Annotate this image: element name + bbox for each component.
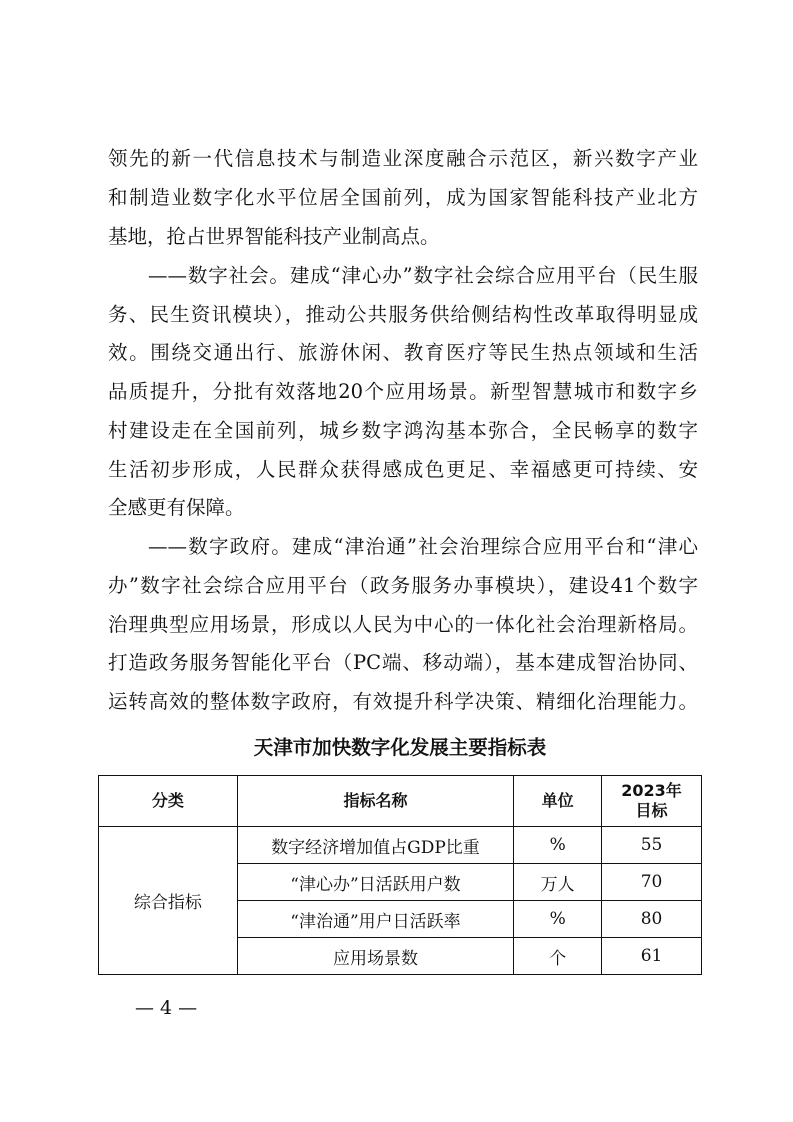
paragraph-line: 品质提升，分批有效落地20个应用场景。新型智慧城市和数字乡 (108, 380, 698, 403)
header-target-label: 目标 (635, 801, 668, 820)
unit-cell: % (514, 827, 602, 864)
paragraph-line: 打造政务服务智能化平台（PC端、移动端），基本建成智治协同、 (108, 651, 698, 674)
indicator-table (98, 775, 702, 975)
indicator-name-cell: “津心办”日活跃用户数 (237, 864, 514, 901)
paragraph-line: 和制造业数字化水平位居全国前列，成为国家智能科技产业北方 (108, 186, 698, 209)
target-cell: 55 (602, 827, 702, 864)
category-cell: 综合指标 (99, 827, 238, 975)
header-indicator-name: 指标名称 (237, 776, 514, 827)
paragraph-line: 生活初步形成，人民群众获得感成色更足、幸福感更可持续、安 (108, 458, 698, 481)
header-target-year: 2023年 (621, 781, 682, 800)
header-target (602, 776, 702, 827)
target-cell: 61 (602, 938, 702, 975)
indicator-name-cell: “津治通”用户日活跃率 (237, 901, 514, 938)
paragraph-line: 治理典型应用场景，形成以人民为中心的一体化社会治理新格局。 (108, 613, 698, 636)
unit-cell: % (514, 901, 602, 938)
table-row (99, 827, 702, 864)
target-cell: 70 (602, 864, 702, 901)
paragraph-line: 基地，抢占世界智能科技产业制高点。 (108, 225, 440, 248)
header-category: 分类 (99, 776, 238, 827)
paragraph-line: 办”数字社会综合应用平台（政务服务办事模块），建设41个数字 (108, 574, 698, 597)
unit-cell: 万人 (514, 864, 602, 901)
paragraph-line: ——数字社会。建成“津心办”数字社会综合应用平台（民生服 (148, 264, 698, 287)
table-header-row (99, 776, 702, 827)
paragraph-line: 务、民生资讯模块），推动公共服务供给侧结构性改革取得明显成 (108, 303, 698, 326)
paragraph-line: 领先的新一代信息技术与制造业深度融合示范区，新兴数字产业 (108, 147, 698, 170)
target-cell: 80 (602, 901, 702, 938)
indicator-name-cell: 数字经济增加值占GDP比重 (237, 827, 514, 864)
paragraph-line: 效。围绕交通出行、旅游休闲、教育医疗等民生热点领域和生活 (108, 341, 698, 364)
indicator-name-cell: 应用场景数 (237, 938, 514, 975)
paragraph-line: 运转高效的整体数字政府，有效提升科学决策、精细化治理能力。 (108, 690, 698, 713)
table-title: 天津市加快数字化发展主要指标表 (253, 736, 547, 759)
paragraph-line: ——数字政府。建成“津治通”社会治理综合应用平台和“津心 (148, 535, 698, 558)
header-unit: 单位 (514, 776, 602, 827)
paragraph-line: 全感更有保障。 (108, 496, 245, 519)
unit-cell: 个 (514, 938, 602, 975)
paragraph-line: 村建设走在全国前列，城乡数字鸿沟基本弥合，全民畅享的数字 (108, 419, 698, 442)
page-number: — 4 — (135, 997, 198, 1019)
